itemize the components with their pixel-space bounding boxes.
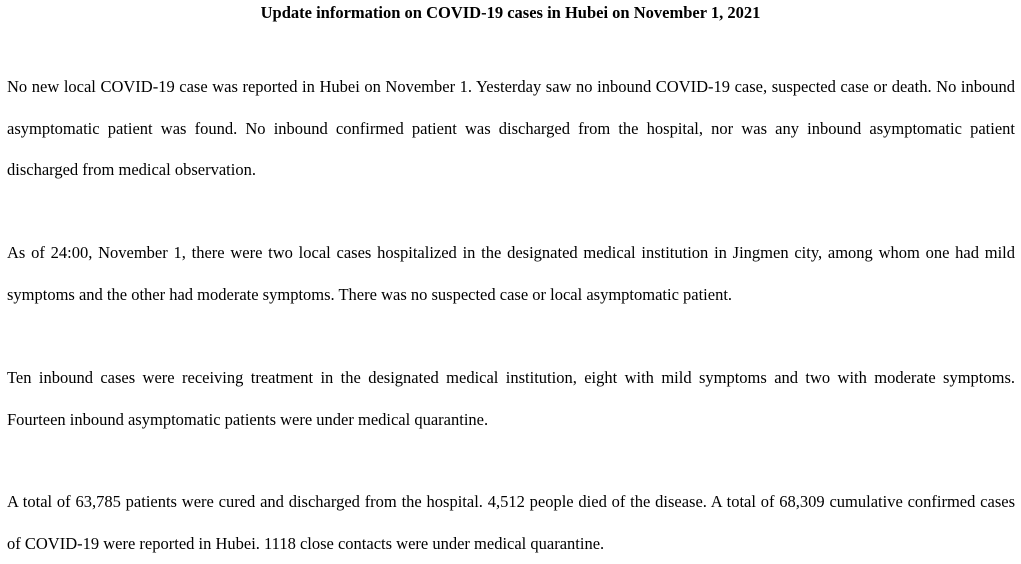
paragraph-new-cases: No new local COVID-19 case was reported in Hubei on November 1. Yesterday saw no inbound COVID-19 case, suspected case or death. No inbound asymptomatic patient was found. No inbound confirmed patient was discharged from the hospital, nor was any inbound asymptomatic patient discharged from medical observation. <box>7 77 1015 179</box>
document-title: Update information on COVID-19 cases in Hubei on November 1, 2021 <box>260 3 761 22</box>
paragraph-inbound-cases: Ten inbound cases were receiving treatment in the designated medical institution, eight with mild symptoms and two with moderate symptoms. Fourteen inbound asymptomatic patients were under medical quarantine. <box>7 368 1015 429</box>
paragraph-local-hospitalized: As of 24:00, November 1, there were two local cases hospitalized in the designated medical institution in Jingmen city, among whom one had mild symptoms and the other had moderate symptoms. There was no suspected case or local asymptomatic patient. <box>7 243 1015 304</box>
paragraph-totals: A total of 63,785 patients were cured and discharged from the hospital. 4,512 people died of the disease. A total of 68,309 cumulative confirmed cases of COVID-19 were reported in Hubei. 1118 close contacts were under medical quarantine. <box>7 492 1015 553</box>
